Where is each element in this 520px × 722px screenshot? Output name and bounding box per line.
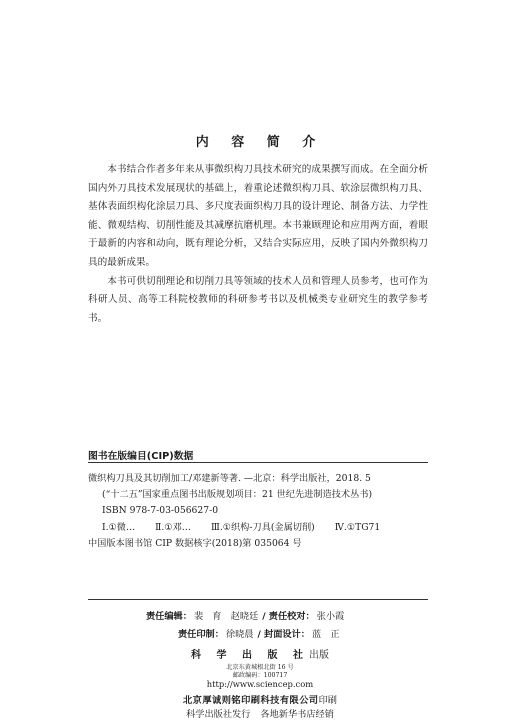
publisher-name: 科 学 出 版 社 — [191, 650, 309, 661]
editor-credit-line — [146, 608, 348, 622]
print-supervisor-name: 徐晓晨 — [225, 629, 254, 640]
cip-classification-line — [88, 520, 428, 536]
cover-designer-label: / 封面设计： — [257, 629, 310, 640]
print-supervisor-label: 责任印制： — [178, 629, 224, 640]
publisher-website: http://www.sciencep.com — [206, 679, 314, 689]
cip-class-item: Ⅲ.①织构-刀具(金属切削) — [210, 521, 315, 533]
editor-label: 责任编辑： — [146, 611, 192, 622]
cip-series-line: (“十二五”国家重点图书出版规划项目：21 世纪先进制造技术丛书) — [102, 489, 373, 501]
distributor: 科学出版社发行 — [186, 709, 251, 720]
cip-isbn-line: ISBN 978-7-03-056627-0 — [102, 505, 219, 517]
cip-bottom-divider — [88, 599, 428, 600]
publisher-name-line — [0, 646, 520, 661]
cip-block — [88, 471, 428, 552]
cip-class-item: Ⅱ.①邓… — [155, 521, 191, 533]
cip-class-item: Ⅰ.①微… — [102, 521, 136, 533]
sales-channel: 各地新华书店经销 — [260, 709, 334, 720]
publisher-address: 北京东黄城根北街 16 号 — [226, 664, 294, 671]
proofreader-label: / 责任校对： — [262, 611, 315, 622]
distribution-line — [0, 706, 520, 720]
summary-paragraph: 本书可供切削理论和切削刀具等领域的技术人员和管理人员参考，也可作为科研人员、高等工科院校教师的科研参考书以及机械类专业研究生的教学参考书。 — [88, 275, 428, 324]
summary-title: 内 容 简 介 — [195, 135, 325, 150]
cip-class-item: Ⅳ.①TG71 — [334, 521, 381, 533]
cover-designer-name: 蓝 正 — [312, 629, 340, 640]
cip-record-line: 中国版本图书馆 CIP 数据核字(2018)第 035064 号 — [88, 537, 302, 549]
printer-name: 北京厚诚则铭印刷科技有限公司 — [183, 695, 319, 706]
summary-paragraph: 本书结合作者多年来从事微织构刀具技术研究的成果撰写而成。在全面分析国内外刀具技术发展现状的基础上，着重论述微织构刀具、软涂层微织构刀具、基体表面织构化涂层刀具、多尺度表面织构刀具的设计理论、制备方法、力学性能、微观结构、切削性能及其减摩抗磨机理。本书兼顾理论和应用两方面，着眼于最新的内容和动向，既有理论分析，又结合实际应用，反映了国内外微织构刀具的最新成果。 — [88, 164, 428, 268]
cip-heading: 图书在版编目(CIP)数据 — [88, 451, 194, 462]
cip-title-line: 微织构刀具及其切削加工/邓建新等著. —北京：科学出版社，2018. 5 — [88, 473, 371, 484]
cip-top-divider — [88, 462, 428, 463]
summary-body — [88, 161, 428, 328]
production-credit-line — [178, 626, 344, 640]
publisher-postcode: 邮政编码：100717 — [232, 672, 288, 679]
proofreader-name: 张小霞 — [316, 611, 345, 622]
printer-suffix: 印刷 — [318, 695, 337, 706]
publisher-suffix: 出版 — [308, 650, 329, 661]
editor-names: 裴 育 赵晓廷 — [193, 611, 259, 622]
printer-line — [0, 692, 520, 706]
